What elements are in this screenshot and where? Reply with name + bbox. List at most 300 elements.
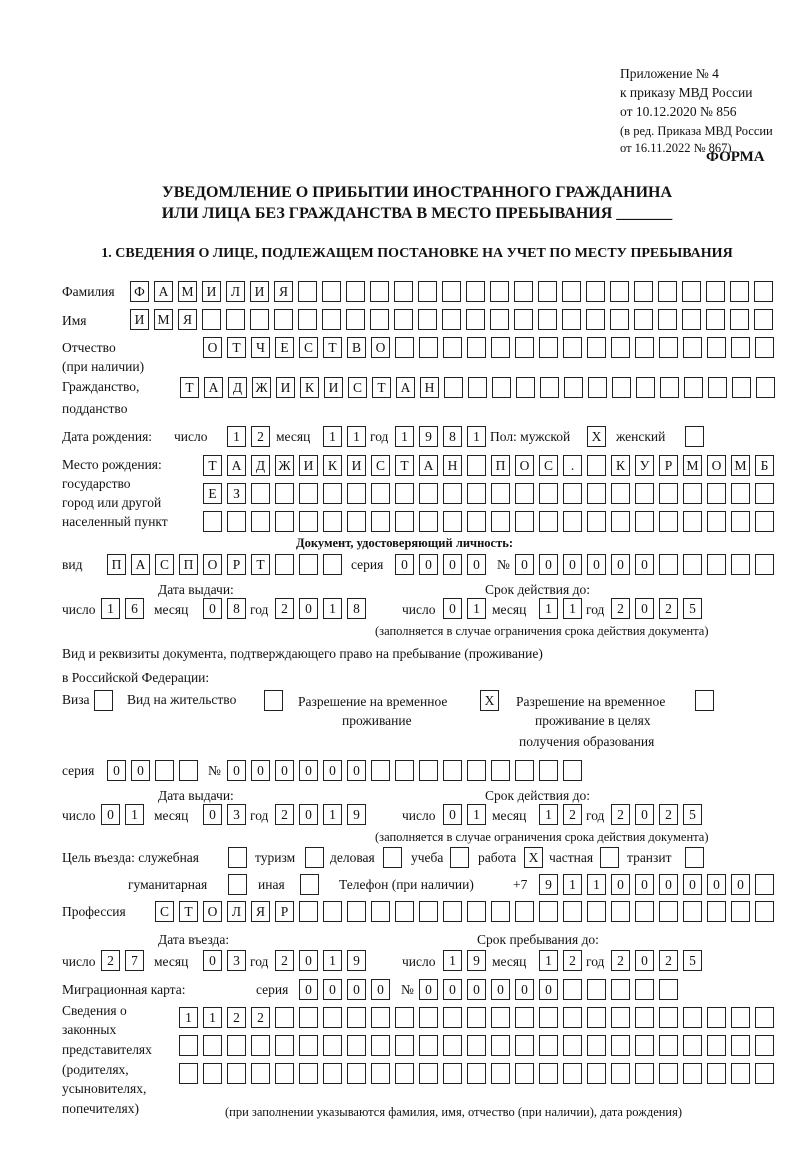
char-box[interactable]: О	[203, 337, 222, 358]
char-box[interactable]	[658, 309, 677, 330]
char-box[interactable]	[323, 1035, 342, 1056]
char-box[interactable]: 0	[299, 979, 318, 1000]
char-box[interactable]: Н	[420, 377, 439, 398]
char-box[interactable]: 2	[659, 950, 678, 971]
char-box[interactable]: 2	[611, 598, 630, 619]
checkbox[interactable]	[228, 874, 247, 895]
char-box[interactable]: 0	[467, 979, 486, 1000]
char-box[interactable]	[322, 281, 341, 302]
char-box[interactable]: 0	[707, 874, 726, 895]
checkbox[interactable]	[450, 847, 469, 868]
char-box[interactable]	[251, 1035, 270, 1056]
char-box[interactable]	[179, 1063, 198, 1084]
char-box[interactable]	[539, 511, 558, 532]
char-box[interactable]: Л	[227, 901, 246, 922]
char-box[interactable]: 0	[101, 804, 120, 825]
char-box[interactable]	[274, 309, 293, 330]
char-box[interactable]	[707, 554, 726, 575]
char-box[interactable]: А	[396, 377, 415, 398]
char-box[interactable]	[683, 1007, 702, 1028]
char-box[interactable]: 1	[587, 874, 606, 895]
char-box[interactable]: 1	[347, 426, 366, 447]
char-box[interactable]	[731, 901, 750, 922]
char-box[interactable]: П	[179, 554, 198, 575]
char-box[interactable]	[323, 554, 342, 575]
char-box[interactable]: О	[515, 455, 534, 476]
char-box[interactable]: Т	[203, 455, 222, 476]
char-box[interactable]: И	[276, 377, 295, 398]
char-box[interactable]	[731, 483, 750, 504]
char-box[interactable]	[588, 377, 607, 398]
char-box[interactable]	[155, 760, 174, 781]
char-box[interactable]: 8	[227, 598, 246, 619]
char-box[interactable]	[539, 901, 558, 922]
char-box[interactable]	[467, 483, 486, 504]
char-box[interactable]: 9	[347, 804, 366, 825]
char-box[interactable]	[346, 309, 365, 330]
char-box[interactable]	[395, 1063, 414, 1084]
char-box[interactable]	[635, 483, 654, 504]
char-box[interactable]: 1	[563, 598, 582, 619]
char-box[interactable]	[562, 309, 581, 330]
char-box[interactable]	[731, 337, 750, 358]
char-box[interactable]: К	[611, 455, 630, 476]
char-box[interactable]	[707, 1035, 726, 1056]
char-box[interactable]	[275, 1035, 294, 1056]
char-box[interactable]	[227, 1035, 246, 1056]
char-box[interactable]	[539, 1007, 558, 1028]
char-box[interactable]: И	[130, 309, 149, 330]
char-box[interactable]	[538, 309, 557, 330]
char-box[interactable]	[395, 1007, 414, 1028]
char-box[interactable]: 1	[539, 804, 558, 825]
char-box[interactable]: О	[707, 455, 726, 476]
char-box[interactable]	[634, 281, 653, 302]
char-box[interactable]: 0	[731, 874, 750, 895]
char-box[interactable]	[275, 1063, 294, 1084]
char-box[interactable]: С	[155, 901, 174, 922]
char-box[interactable]	[539, 337, 558, 358]
char-box[interactable]	[371, 760, 390, 781]
char-box[interactable]: 0	[323, 979, 342, 1000]
char-box[interactable]: Ф	[130, 281, 149, 302]
char-box[interactable]	[563, 901, 582, 922]
char-box[interactable]	[419, 1063, 438, 1084]
char-box[interactable]	[659, 554, 678, 575]
char-box[interactable]	[515, 1035, 534, 1056]
char-box[interactable]: 0	[515, 554, 534, 575]
char-box[interactable]	[250, 309, 269, 330]
char-box[interactable]	[442, 281, 461, 302]
char-box[interactable]: 0	[371, 979, 390, 1000]
char-box[interactable]: 3	[227, 950, 246, 971]
char-box[interactable]	[659, 1035, 678, 1056]
char-box[interactable]: 0	[659, 874, 678, 895]
char-box[interactable]: Л	[226, 281, 245, 302]
char-box[interactable]	[610, 281, 629, 302]
char-box[interactable]: О	[371, 337, 390, 358]
char-box[interactable]: Т	[251, 554, 270, 575]
char-box[interactable]: 0	[203, 804, 222, 825]
char-box[interactable]	[755, 1035, 774, 1056]
char-box[interactable]	[563, 1007, 582, 1028]
char-box[interactable]	[635, 511, 654, 532]
char-box[interactable]	[730, 309, 749, 330]
char-box[interactable]	[419, 901, 438, 922]
char-box[interactable]	[636, 377, 655, 398]
char-box[interactable]	[491, 1007, 510, 1028]
char-box[interactable]: И	[299, 455, 318, 476]
char-box[interactable]: Е	[275, 337, 294, 358]
char-box[interactable]	[611, 1035, 630, 1056]
char-box[interactable]	[515, 1063, 534, 1084]
char-box[interactable]: 1	[125, 804, 144, 825]
char-box[interactable]	[587, 1063, 606, 1084]
char-box[interactable]	[492, 377, 511, 398]
char-box[interactable]	[754, 281, 773, 302]
char-box[interactable]: Б	[755, 455, 774, 476]
char-box[interactable]	[707, 483, 726, 504]
char-box[interactable]	[539, 1063, 558, 1084]
char-box[interactable]: 3	[227, 804, 246, 825]
char-box[interactable]: 0	[683, 874, 702, 895]
char-box[interactable]	[563, 979, 582, 1000]
char-box[interactable]	[371, 483, 390, 504]
char-box[interactable]: Я	[251, 901, 270, 922]
char-box[interactable]	[587, 455, 606, 476]
char-box[interactable]	[347, 901, 366, 922]
char-box[interactable]: 0	[419, 979, 438, 1000]
char-box[interactable]: 1	[323, 950, 342, 971]
char-box[interactable]	[490, 309, 509, 330]
char-box[interactable]	[755, 1063, 774, 1084]
char-box[interactable]: А	[154, 281, 173, 302]
char-box[interactable]	[756, 377, 775, 398]
char-box[interactable]: 0	[611, 554, 630, 575]
checkbox[interactable]	[305, 847, 324, 868]
checkbox[interactable]: X	[480, 690, 499, 711]
char-box[interactable]	[467, 511, 486, 532]
char-box[interactable]	[634, 309, 653, 330]
char-box[interactable]: 2	[275, 598, 294, 619]
char-box[interactable]: 0	[635, 874, 654, 895]
char-box[interactable]	[491, 1035, 510, 1056]
char-box[interactable]: 8	[347, 598, 366, 619]
char-box[interactable]	[179, 1035, 198, 1056]
char-box[interactable]: И	[202, 281, 221, 302]
char-box[interactable]	[346, 281, 365, 302]
char-box[interactable]	[275, 483, 294, 504]
char-box[interactable]	[659, 483, 678, 504]
char-box[interactable]	[586, 281, 605, 302]
char-box[interactable]: Т	[180, 377, 199, 398]
char-box[interactable]: С	[348, 377, 367, 398]
char-box[interactable]	[467, 901, 486, 922]
checkbox[interactable]	[228, 847, 247, 868]
char-box[interactable]	[611, 901, 630, 922]
char-box[interactable]	[611, 979, 630, 1000]
char-box[interactable]: .	[563, 455, 582, 476]
char-box[interactable]	[659, 1007, 678, 1028]
char-box[interactable]: 8	[443, 426, 462, 447]
char-box[interactable]: А	[204, 377, 223, 398]
char-box[interactable]: Ж	[252, 377, 271, 398]
char-box[interactable]	[395, 1035, 414, 1056]
char-box[interactable]: 1	[395, 426, 414, 447]
char-box[interactable]: 5	[683, 804, 702, 825]
char-box[interactable]: 0	[443, 598, 462, 619]
char-box[interactable]	[707, 337, 726, 358]
char-box[interactable]	[322, 309, 341, 330]
char-box[interactable]	[443, 483, 462, 504]
char-box[interactable]: С	[371, 455, 390, 476]
char-box[interactable]	[443, 1035, 462, 1056]
char-box[interactable]	[635, 337, 654, 358]
char-box[interactable]	[586, 309, 605, 330]
char-box[interactable]	[659, 1063, 678, 1084]
char-box[interactable]: И	[250, 281, 269, 302]
char-box[interactable]: 1	[467, 804, 486, 825]
char-box[interactable]: 1	[563, 874, 582, 895]
char-box[interactable]	[323, 1063, 342, 1084]
char-box[interactable]: 0	[635, 554, 654, 575]
char-box[interactable]	[467, 337, 486, 358]
char-box[interactable]: 0	[443, 554, 462, 575]
char-box[interactable]	[682, 309, 701, 330]
char-box[interactable]	[540, 377, 559, 398]
char-box[interactable]: 2	[611, 950, 630, 971]
char-box[interactable]	[371, 1035, 390, 1056]
char-box[interactable]: А	[131, 554, 150, 575]
char-box[interactable]	[684, 377, 703, 398]
char-box[interactable]: 1	[227, 426, 246, 447]
char-box[interactable]	[419, 1007, 438, 1028]
char-box[interactable]	[587, 901, 606, 922]
char-box[interactable]	[635, 1007, 654, 1028]
char-box[interactable]	[563, 483, 582, 504]
char-box[interactable]	[203, 511, 222, 532]
checkbox[interactable]: X	[524, 847, 543, 868]
char-box[interactable]: И	[347, 455, 366, 476]
char-box[interactable]: Р	[227, 554, 246, 575]
char-box[interactable]: Т	[179, 901, 198, 922]
char-box[interactable]	[755, 901, 774, 922]
char-box[interactable]: 0	[275, 760, 294, 781]
char-box[interactable]: 2	[275, 950, 294, 971]
char-box[interactable]: 0	[563, 554, 582, 575]
char-box[interactable]: 1	[203, 1007, 222, 1028]
char-box[interactable]: 0	[539, 979, 558, 1000]
char-box[interactable]: 1	[101, 598, 120, 619]
char-box[interactable]	[683, 337, 702, 358]
char-box[interactable]	[347, 1063, 366, 1084]
char-box[interactable]: В	[347, 337, 366, 358]
char-box[interactable]	[683, 1035, 702, 1056]
char-box[interactable]	[418, 281, 437, 302]
char-box[interactable]: 0	[635, 950, 654, 971]
char-box[interactable]: 0	[395, 554, 414, 575]
char-box[interactable]: 1	[539, 598, 558, 619]
char-box[interactable]: П	[491, 455, 510, 476]
char-box[interactable]: Р	[275, 901, 294, 922]
char-box[interactable]: 0	[347, 979, 366, 1000]
char-box[interactable]: Я	[274, 281, 293, 302]
checkbox[interactable]	[94, 690, 113, 711]
char-box[interactable]	[755, 337, 774, 358]
char-box[interactable]	[658, 281, 677, 302]
char-box[interactable]	[371, 511, 390, 532]
char-box[interactable]: 1	[467, 426, 486, 447]
char-box[interactable]: 0	[491, 979, 510, 1000]
char-box[interactable]	[708, 377, 727, 398]
char-box[interactable]	[538, 281, 557, 302]
char-box[interactable]: 1	[323, 426, 342, 447]
char-box[interactable]	[683, 901, 702, 922]
char-box[interactable]	[275, 511, 294, 532]
char-box[interactable]: 1	[179, 1007, 198, 1028]
char-box[interactable]	[707, 511, 726, 532]
char-box[interactable]	[443, 337, 462, 358]
char-box[interactable]	[539, 760, 558, 781]
char-box[interactable]: О	[203, 554, 222, 575]
char-box[interactable]	[587, 511, 606, 532]
char-box[interactable]	[731, 1035, 750, 1056]
char-box[interactable]	[467, 455, 486, 476]
char-box[interactable]	[660, 377, 679, 398]
char-box[interactable]	[515, 1007, 534, 1028]
char-box[interactable]	[683, 1063, 702, 1084]
char-box[interactable]	[371, 1007, 390, 1028]
char-box[interactable]	[299, 1007, 318, 1028]
char-box[interactable]	[466, 309, 485, 330]
char-box[interactable]: К	[323, 455, 342, 476]
char-box[interactable]	[395, 511, 414, 532]
char-box[interactable]	[419, 337, 438, 358]
char-box[interactable]	[443, 1063, 462, 1084]
char-box[interactable]: 5	[683, 950, 702, 971]
char-box[interactable]	[755, 511, 774, 532]
char-box[interactable]	[731, 511, 750, 532]
char-box[interactable]	[491, 511, 510, 532]
char-box[interactable]	[731, 1063, 750, 1084]
char-box[interactable]: А	[227, 455, 246, 476]
checkbox[interactable]: X	[587, 426, 606, 447]
char-box[interactable]	[563, 1035, 582, 1056]
char-box[interactable]	[347, 483, 366, 504]
char-box[interactable]	[370, 309, 389, 330]
char-box[interactable]: М	[731, 455, 750, 476]
char-box[interactable]	[515, 511, 534, 532]
char-box[interactable]	[683, 483, 702, 504]
char-box[interactable]: Т	[372, 377, 391, 398]
char-box[interactable]	[467, 760, 486, 781]
char-box[interactable]: 1	[539, 950, 558, 971]
char-box[interactable]: С	[299, 337, 318, 358]
char-box[interactable]	[635, 1035, 654, 1056]
char-box[interactable]	[275, 554, 294, 575]
char-box[interactable]	[323, 1007, 342, 1028]
char-box[interactable]	[515, 760, 534, 781]
char-box[interactable]: М	[683, 455, 702, 476]
char-box[interactable]: 0	[419, 554, 438, 575]
char-box[interactable]	[298, 309, 317, 330]
char-box[interactable]	[706, 281, 725, 302]
char-box[interactable]	[563, 337, 582, 358]
char-box[interactable]: 1	[467, 598, 486, 619]
char-box[interactable]	[755, 483, 774, 504]
char-box[interactable]	[418, 309, 437, 330]
checkbox[interactable]	[685, 426, 704, 447]
char-box[interactable]	[347, 511, 366, 532]
char-box[interactable]: А	[419, 455, 438, 476]
char-box[interactable]	[323, 901, 342, 922]
char-box[interactable]: Т	[323, 337, 342, 358]
char-box[interactable]: 0	[467, 554, 486, 575]
checkbox[interactable]	[685, 847, 704, 868]
char-box[interactable]: 0	[227, 760, 246, 781]
char-box[interactable]: 1	[443, 950, 462, 971]
char-box[interactable]: М	[178, 281, 197, 302]
char-box[interactable]	[467, 1063, 486, 1084]
char-box[interactable]	[491, 483, 510, 504]
char-box[interactable]	[491, 901, 510, 922]
char-box[interactable]	[515, 337, 534, 358]
char-box[interactable]: С	[155, 554, 174, 575]
char-box[interactable]: 2	[563, 804, 582, 825]
char-box[interactable]: 2	[275, 804, 294, 825]
char-box[interactable]	[611, 511, 630, 532]
char-box[interactable]: 2	[251, 1007, 270, 1028]
char-box[interactable]: 0	[443, 979, 462, 1000]
char-box[interactable]	[203, 1063, 222, 1084]
char-box[interactable]	[611, 1007, 630, 1028]
char-box[interactable]	[467, 1007, 486, 1028]
char-box[interactable]: Д	[251, 455, 270, 476]
char-box[interactable]	[394, 281, 413, 302]
checkbox[interactable]	[600, 847, 619, 868]
char-box[interactable]	[227, 511, 246, 532]
char-box[interactable]: У	[635, 455, 654, 476]
char-box[interactable]: Ж	[275, 455, 294, 476]
char-box[interactable]	[635, 979, 654, 1000]
char-box[interactable]	[707, 1063, 726, 1084]
char-box[interactable]	[659, 979, 678, 1000]
char-box[interactable]	[491, 1063, 510, 1084]
char-box[interactable]	[635, 901, 654, 922]
char-box[interactable]	[755, 554, 774, 575]
char-box[interactable]	[395, 760, 414, 781]
checkbox[interactable]	[300, 874, 319, 895]
char-box[interactable]	[299, 554, 318, 575]
char-box[interactable]	[491, 760, 510, 781]
char-box[interactable]	[371, 1063, 390, 1084]
char-box[interactable]: Я	[178, 309, 197, 330]
char-box[interactable]: З	[227, 483, 246, 504]
char-box[interactable]	[730, 281, 749, 302]
char-box[interactable]: Н	[443, 455, 462, 476]
char-box[interactable]	[659, 901, 678, 922]
char-box[interactable]	[226, 309, 245, 330]
char-box[interactable]: 2	[227, 1007, 246, 1028]
char-box[interactable]	[419, 1035, 438, 1056]
char-box[interactable]	[611, 483, 630, 504]
char-box[interactable]	[466, 281, 485, 302]
char-box[interactable]: 0	[443, 804, 462, 825]
char-box[interactable]: Е	[203, 483, 222, 504]
char-box[interactable]	[395, 337, 414, 358]
char-box[interactable]	[347, 1035, 366, 1056]
checkbox[interactable]	[264, 690, 283, 711]
